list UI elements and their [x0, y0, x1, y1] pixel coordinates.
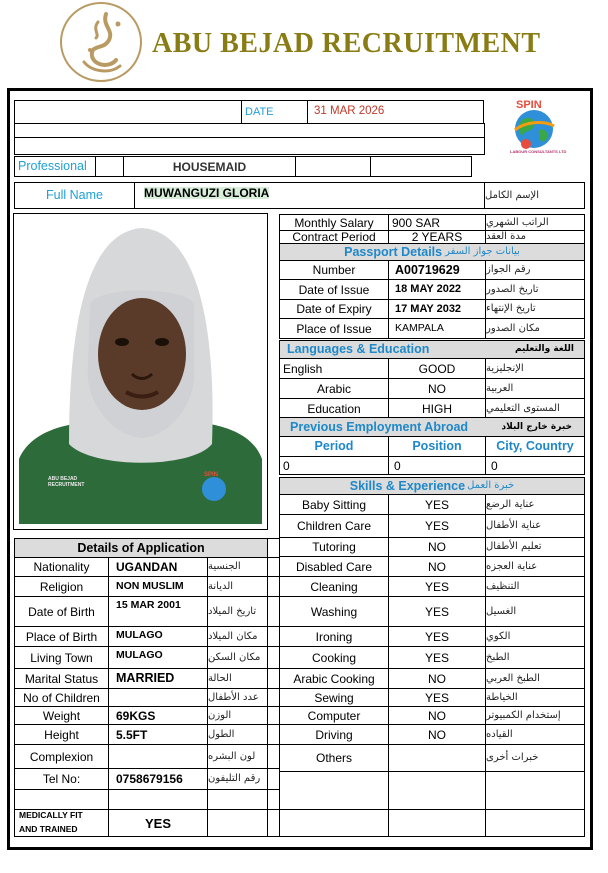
date-value: 31 MAR 2026: [307, 100, 484, 124]
application-row-value: UGANDAN: [108, 557, 208, 577]
skill-row-label: Washing: [279, 596, 389, 627]
skill-row-value: YES: [388, 688, 486, 707]
language-row-value: NO: [388, 378, 486, 399]
application-row-label-ar: الوزن: [207, 706, 268, 725]
application-row-gutter: [267, 724, 280, 745]
spin-agency-logo: [484, 100, 584, 156]
passport-row-label-ar: تاريخ الصدور: [485, 279, 585, 300]
application-row-value: 69KGS: [108, 706, 208, 725]
skill-row-label: Computer: [279, 706, 389, 725]
application-row-label: Marital Status: [14, 668, 109, 689]
full-name-field: [134, 182, 485, 209]
skill-row-label: Tutoring: [279, 537, 389, 557]
application-row-label: Date of Birth: [14, 596, 109, 627]
skill-row-label-ar: عناية الأطفال: [485, 514, 585, 538]
language-row-label: Arabic: [279, 378, 389, 399]
application-row-label: Religion: [14, 576, 109, 597]
language-row-label: English: [279, 358, 389, 379]
application-row-label-ar: مكان السكن: [207, 646, 268, 669]
skill-row-label: Ironing: [279, 626, 389, 647]
skill-row-label-ar: الخياطة: [485, 688, 585, 707]
medical-label-line-1: MEDICALLY FIT: [19, 810, 83, 821]
application-row-gutter: [267, 596, 280, 627]
passport-row-label-ar: تاريخ الإنتهاء: [485, 299, 585, 319]
application-row-value: 5.5FT: [108, 724, 208, 745]
application-row-value: 15 MAR 2001: [108, 596, 208, 627]
period-label-ar: مدة العقد: [485, 230, 585, 244]
skill-row-value: YES: [388, 494, 486, 515]
skill-row-label: Others: [279, 744, 389, 772]
application-row-value: MARRIED: [108, 668, 208, 689]
passport-row-value: 18 MAY 2022: [388, 279, 486, 300]
profession-blank-1: [295, 156, 371, 177]
full-name-value: MUWANGUZI GLORIA: [144, 186, 270, 200]
medical-blank: [207, 809, 268, 837]
skill-row-label-ar: عناية العجزه: [485, 556, 585, 577]
medical-value: YES: [108, 809, 208, 837]
skill-row-value: NO: [388, 537, 486, 557]
application-row-value: 0758679156: [108, 768, 208, 790]
passport-section-header: [279, 243, 585, 261]
skills-title-ar: خبرة العمل: [467, 480, 515, 491]
skill-row-value: YES: [388, 646, 486, 669]
application-blank-cell: [207, 789, 268, 810]
application-row-label-ar: مكان الميلاد: [207, 626, 268, 647]
skill-row-label: Baby Sitting: [279, 494, 389, 515]
skill-row-label-ar: الكوي: [485, 626, 585, 647]
employment-col-position: Position: [388, 436, 486, 457]
application-row-label-ar: الديانة: [207, 576, 268, 597]
application-row-gutter: [267, 744, 280, 769]
shirt-badge-text: SPIN: [204, 472, 219, 478]
skill-row-label: Disabled Care: [279, 556, 389, 577]
employment-title-ar: خبرة خارج البلاد: [501, 421, 572, 432]
skill-row-value: YES: [388, 626, 486, 647]
skill-row-value: NO: [388, 556, 486, 577]
salary-label-ar: الراتب الشهري: [485, 214, 585, 231]
employment-title: Previous Employment Abroad: [290, 419, 469, 434]
application-row-label: Place of Birth: [14, 626, 109, 647]
application-row-value: MULAGO: [108, 646, 208, 669]
skill-row-label-ar: تعليم الأطفال: [485, 537, 585, 557]
skill-row-value: NO: [388, 724, 486, 745]
date-label: DATE: [241, 100, 308, 124]
language-row-value: HIGH: [388, 398, 486, 419]
skill-row-label-ar: الطبخ العربي: [485, 668, 585, 689]
bottom-blank-2: [388, 809, 486, 837]
skill-row-label: Driving: [279, 724, 389, 745]
application-row-label: Complexion: [14, 744, 109, 769]
employment-city-value: 0: [485, 456, 585, 475]
passport-row-label: Place of Issue: [279, 318, 389, 339]
skill-row-label-ar: إستخدام الكمبيوتر: [485, 706, 585, 725]
application-blank-cell: [14, 789, 109, 810]
skill-row-value: YES: [388, 514, 486, 538]
language-row-label: Education: [279, 398, 389, 419]
calligraphy-logo-icon: [62, 4, 144, 84]
application-row-gutter: [267, 557, 280, 577]
application-row-label: Living Town: [14, 646, 109, 669]
skill-row-value: [388, 744, 486, 772]
application-row-gutter: [267, 646, 280, 669]
passport-row-label: Date of Issue: [279, 279, 389, 300]
application-section-header: Details of Application: [14, 538, 268, 558]
salary-label: Monthly Salary: [279, 214, 389, 231]
skill-row-value: NO: [388, 706, 486, 725]
skill-row-label: Cooking: [279, 646, 389, 669]
profession-label: Professional: [14, 156, 96, 177]
skill-row-label-ar: الطبخ: [485, 646, 585, 669]
application-row-label: No of Children: [14, 688, 109, 707]
skills-section-header: [279, 477, 585, 495]
skills-blank-cell: [485, 771, 585, 810]
employment-col-city: City, Country: [485, 436, 585, 457]
skill-row-label-ar: عناية الرضع: [485, 494, 585, 515]
application-row-value: [108, 744, 208, 769]
application-row-label-ar: الجنسية: [207, 557, 268, 577]
period-value: 2 YEARS: [388, 230, 486, 244]
passport-row-label: Date of Expiry: [279, 299, 389, 319]
passport-row-label-ar: رقم الجواز: [485, 260, 585, 280]
medical-label-line-2: AND TRAINED: [19, 824, 78, 834]
bottom-blank-3: [485, 809, 585, 837]
passport-title: Passport Details: [344, 244, 443, 259]
application-row-label-ar: الطول: [207, 724, 268, 745]
application-row-value: NON MUSLIM: [108, 576, 208, 597]
application-row-gutter: [267, 688, 280, 707]
top-blank-row-2: [14, 137, 485, 155]
employment-col-period: Period: [279, 436, 389, 457]
passport-title-ar: بيانات جواز السفر: [445, 246, 520, 257]
passport-row-label: Number: [279, 260, 389, 280]
spin-logo-tagline: LABOUR CONSULTANTS LTD: [510, 149, 567, 154]
salary-value: 900 SAR: [388, 214, 486, 231]
application-row-gutter: [267, 576, 280, 597]
application-header-gutter: [267, 538, 280, 558]
shirt-text: ABU BEJAD RECRUITMENT: [48, 476, 85, 488]
profession-value: HOUSEMAID: [123, 156, 296, 177]
passport-row-value: 17 MAY 2032: [388, 299, 486, 319]
application-row-gutter: [267, 626, 280, 647]
skill-row-label-ar: القياده: [485, 724, 585, 745]
language-row-label-ar: العربية: [485, 378, 585, 399]
period-label: Contract Period: [279, 230, 389, 244]
skills-blank-cell: [279, 771, 389, 810]
application-row-label-ar: تاريخ الميلاد: [207, 596, 268, 627]
skill-row-label-ar: الغسيل: [485, 596, 585, 627]
passport-row-value: KAMPALA: [388, 318, 486, 339]
full-name-label: Full Name: [14, 182, 135, 209]
employment-position-value: 0: [388, 456, 486, 475]
skill-row-value: YES: [388, 596, 486, 627]
language-row-label-ar: المستوى التعليمي: [485, 398, 585, 419]
application-row-label: Nationality: [14, 557, 109, 577]
application-blank-cell: [108, 789, 208, 810]
passport-row-label-ar: مكان الصدور: [485, 318, 585, 339]
application-row-value: [108, 688, 208, 707]
profession-blank-2: [370, 156, 472, 177]
bottom-blank-1: [279, 809, 389, 837]
languages-section-header: [279, 340, 585, 359]
skills-title: Skills & Experience: [349, 478, 466, 493]
application-row-gutter: [267, 706, 280, 725]
skill-row-value: YES: [388, 576, 486, 597]
application-row-gutter: [267, 668, 280, 689]
application-row-label-ar: لون البشره: [207, 744, 268, 769]
spin-logo-text: SPIN: [516, 99, 542, 111]
skill-row-label: Arabic Cooking: [279, 668, 389, 689]
brand-name: ABU BEJAD RECRUITMENT: [152, 28, 541, 59]
passport-row-value: A00719629: [388, 260, 486, 280]
page-header: [0, 0, 608, 86]
application-row-label-ar: رقم التليفون: [207, 768, 268, 790]
top-blank-row-1: [14, 123, 485, 138]
employment-section-header: [279, 417, 585, 437]
application-row-label-ar: عدد الأطفال: [207, 688, 268, 707]
skill-row-value: NO: [388, 668, 486, 689]
application-row-label: Tel No:: [14, 768, 109, 790]
application-row-label-ar: الحالة: [207, 668, 268, 689]
skill-row-label: Cleaning: [279, 576, 389, 597]
skill-row-label: Children Care: [279, 514, 389, 538]
skill-row-label-ar: التنظيف: [485, 576, 585, 597]
languages-title-ar: اللغة والتعليم: [514, 344, 574, 354]
top-blank-cell: [14, 100, 242, 124]
application-row-label: Weight: [14, 706, 109, 725]
medical-label: [14, 809, 109, 837]
skills-blank-cell: [388, 771, 486, 810]
application-row-label: Height: [14, 724, 109, 745]
profession-spacer: [95, 156, 124, 177]
skill-row-label-ar: خبرات أخرى: [485, 744, 585, 772]
application-row-value: MULAGO: [108, 626, 208, 647]
candidate-photo: [13, 213, 268, 530]
abu-bejad-logo: [60, 2, 142, 82]
language-row-value: GOOD: [388, 358, 486, 379]
full-name-label-ar: الإسم الكامل: [484, 182, 585, 209]
employment-period-value: 0: [279, 456, 389, 475]
languages-title: Languages & Education: [287, 342, 430, 357]
skill-row-label: Sewing: [279, 688, 389, 707]
language-row-label-ar: الإنجليزية: [485, 358, 585, 379]
